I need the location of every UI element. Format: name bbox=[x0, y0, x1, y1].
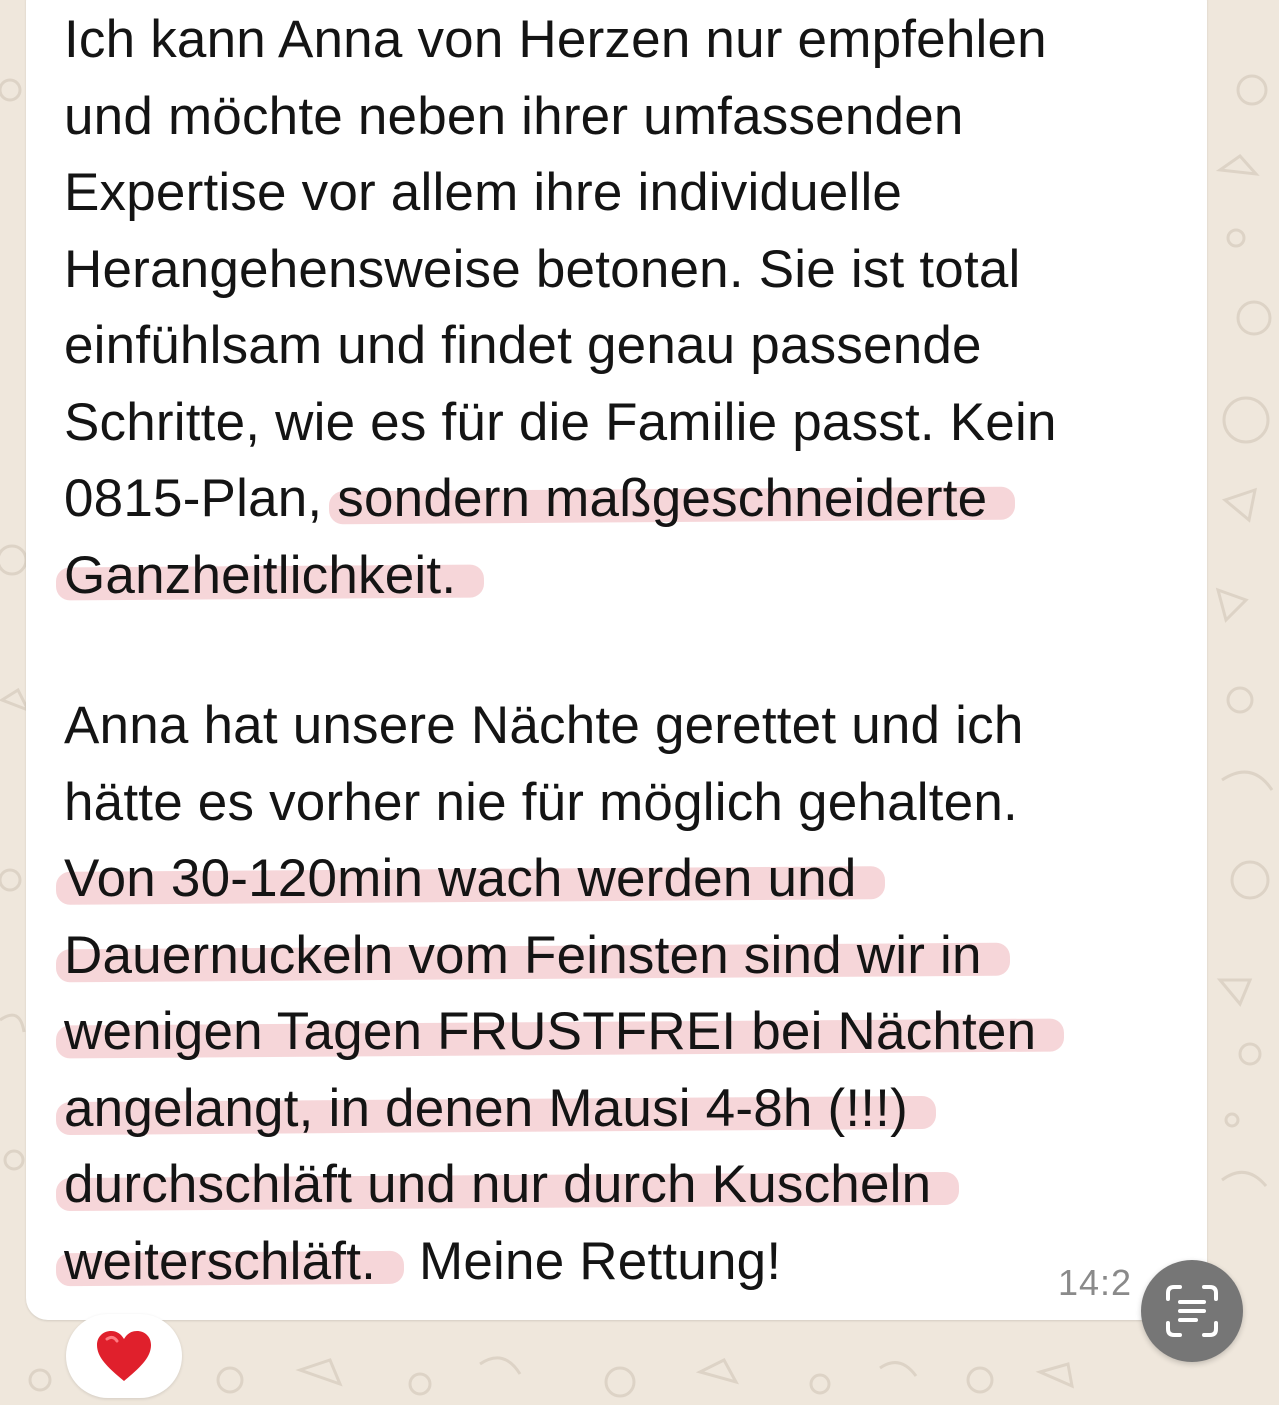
highlighted-text: angelangt, in denen Mausi 4-8h (!!!) bbox=[64, 1078, 908, 1138]
text-scan-button[interactable] bbox=[1141, 1260, 1243, 1362]
highlight-marker bbox=[56, 926, 1010, 985]
message-line bbox=[64, 1147, 1064, 1224]
highlighted-text: sondern maßgeschneiderte bbox=[337, 469, 988, 528]
message-paragraph-1 bbox=[64, 2, 1057, 614]
message-line bbox=[64, 538, 1057, 615]
reaction-badge[interactable] bbox=[66, 1314, 182, 1398]
message-line bbox=[64, 1224, 1064, 1301]
message-line bbox=[64, 994, 1064, 1071]
message-line: einfühlsam und findet genau passende bbox=[64, 316, 982, 375]
highlighted-text: wenigen Tagen FRUSTFREI bei Nächten bbox=[64, 1002, 1037, 1061]
highlight-marker bbox=[329, 469, 1015, 528]
highlight-marker bbox=[56, 1079, 936, 1138]
message-timestamp: 14:2 bbox=[1058, 1262, 1133, 1303]
message-line: Anna hat unsere Nächte gerettet und ich bbox=[64, 696, 1024, 755]
message-line: Ich kann Anna von Herzen nur empfehlen bbox=[64, 10, 1047, 69]
message-line: und möchte neben ihrer umfassenden bbox=[64, 86, 964, 146]
red-heart-icon bbox=[95, 1329, 153, 1383]
highlight-marker bbox=[56, 546, 484, 605]
message-text: Meine Rettung! bbox=[419, 1231, 782, 1291]
highlighted-text: Ganzheitlichkeit. bbox=[64, 545, 457, 605]
highlighted-text: weiterschläft. bbox=[64, 1231, 377, 1291]
text-scan-icon bbox=[1164, 1283, 1220, 1339]
bubble-tail bbox=[26, 1276, 60, 1304]
highlight-marker bbox=[56, 1155, 959, 1214]
message-line: Herangehensweise betonen. Sie ist total bbox=[64, 239, 1021, 299]
message-line bbox=[64, 841, 1064, 918]
message-paragraph-2 bbox=[64, 688, 1064, 1300]
message-line: hätte es vorher nie für möglich gehalten. bbox=[64, 772, 1018, 832]
message-line bbox=[64, 918, 1064, 995]
message-line: Expertise vor allem ihre individuelle bbox=[64, 163, 903, 222]
message-line bbox=[64, 461, 1057, 538]
message-text: 0815-Plan, bbox=[64, 469, 323, 528]
highlight-marker bbox=[56, 1232, 404, 1291]
highlighted-text: Von 30-120min wach werden und bbox=[64, 849, 857, 908]
highlight-marker bbox=[56, 1002, 1064, 1061]
message-line: Schritte, wie es für die Familie passt. Kein bbox=[64, 392, 1057, 452]
message-line bbox=[64, 1071, 1064, 1148]
highlighted-text: Dauernuckeln vom Feinsten sind wir in bbox=[64, 925, 982, 985]
highlighted-text: durchschläft und nur durch Kuscheln bbox=[64, 1155, 932, 1214]
highlight-marker bbox=[56, 849, 885, 908]
